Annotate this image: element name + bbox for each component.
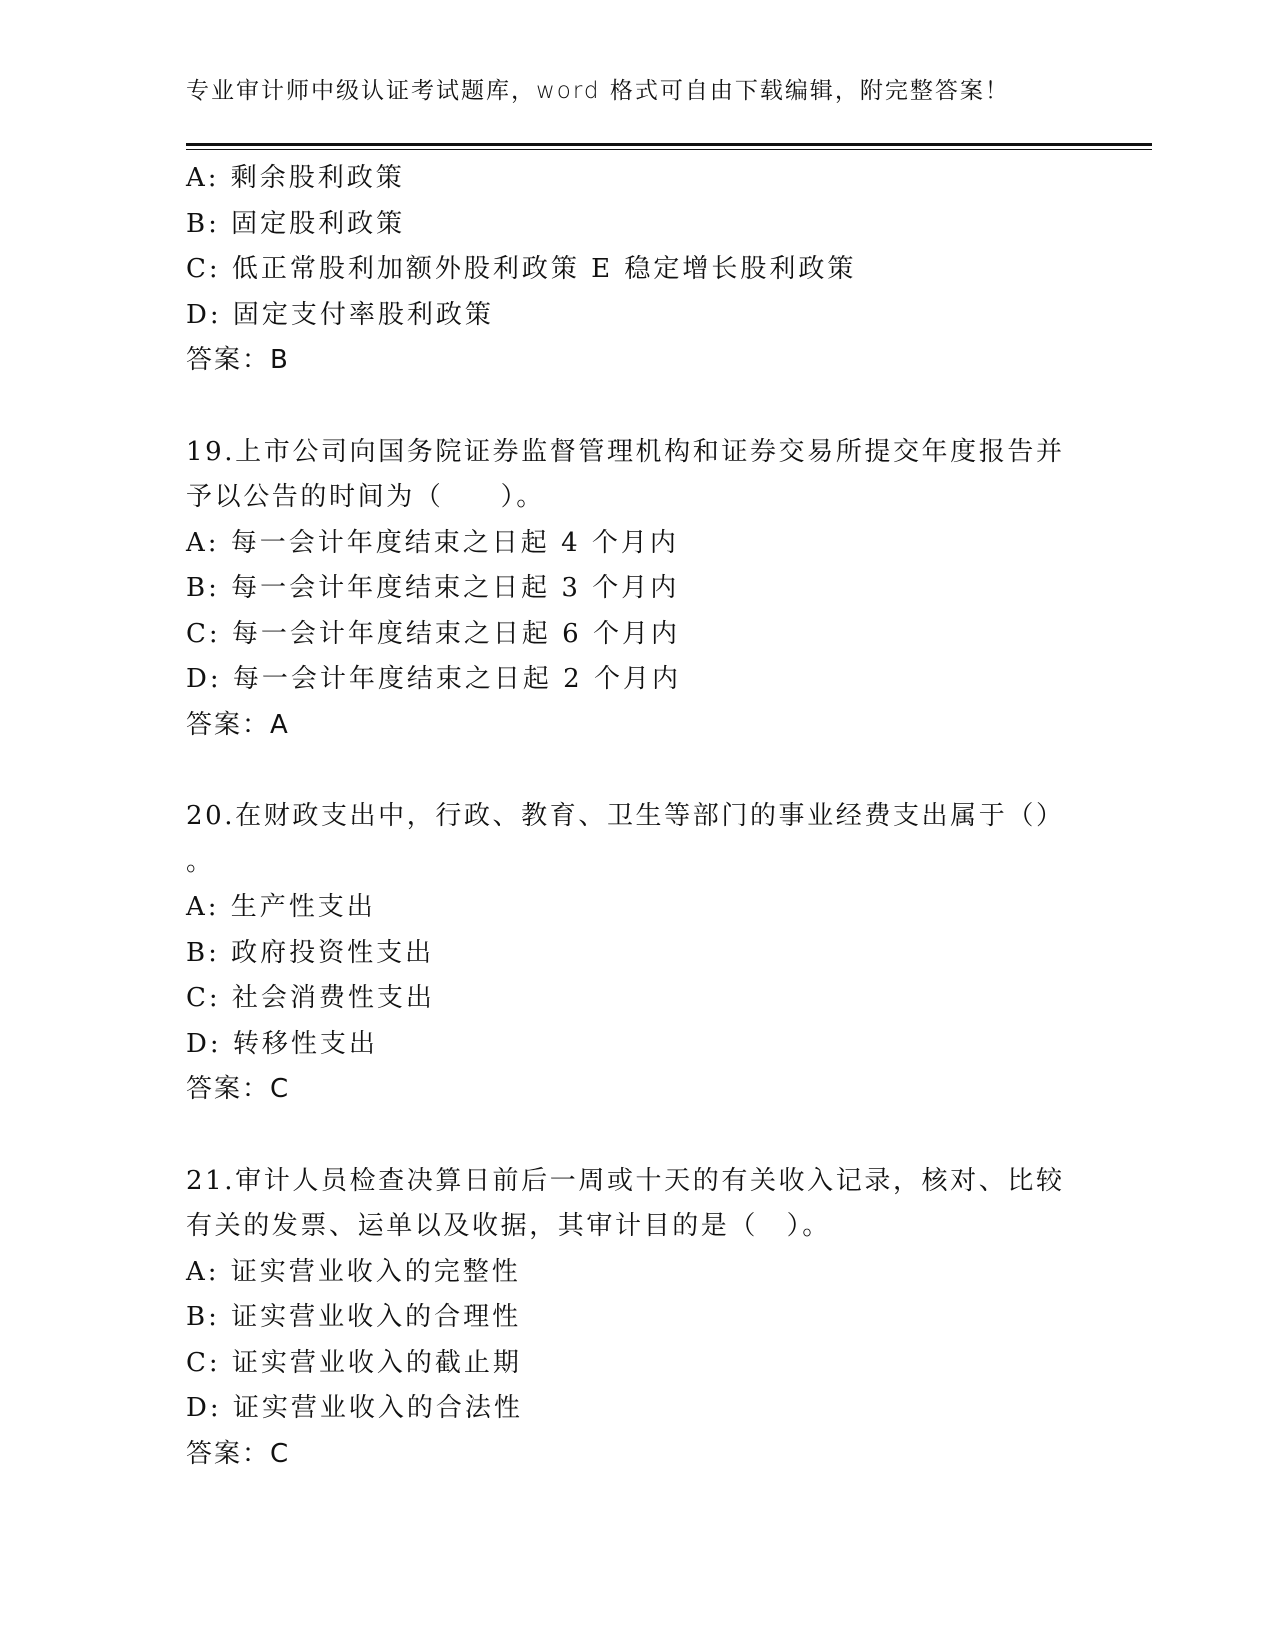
option-d: D: 每一会计年度结束之日起 2 个月内 — [186, 664, 681, 694]
option-c: C: 社会消费性支出 — [186, 983, 435, 1013]
option-c: C: 证实营业收入的截止期 — [186, 1347, 522, 1378]
page-header: 专业审计师中级认证考试题库，word 格式可自由下载编辑，附完整答案！ — [186, 78, 1010, 104]
answer-line: 答案：A — [186, 709, 290, 740]
option-d: D: 转移性支出 — [186, 1028, 378, 1059]
question-block — [186, 1159, 1086, 1478]
question-stem: 有关的发票、运单以及收据，其审计目的是（ ）。 — [186, 1211, 831, 1241]
question-block — [186, 430, 1086, 749]
question-stem: 20.在财政支出中，行政、教育、卫生等部门的事业经费支出属于（） — [186, 801, 1065, 831]
option-d: D: 证实营业收入的合法性 — [186, 1393, 523, 1423]
answer-line: 答案：C — [186, 1438, 291, 1469]
option-c: C: 低正常股利加额外股利政策 E 稳定增长股利政策 — [186, 254, 857, 284]
answer-line: 答案：B — [186, 345, 290, 375]
question-stem: 予以公告的时间为（ ）。 — [186, 482, 545, 512]
header-divider-thick — [186, 143, 1152, 146]
header-divider-thin — [186, 149, 1152, 150]
option-b: B: 每一会计年度结束之日起 3 个月内 — [186, 573, 680, 603]
option-b: B: 政府投资性支出 — [186, 937, 435, 968]
option-b: B: 固定股利政策 — [186, 208, 406, 239]
option-a: A: 每一会计年度结束之日起 4 个月内 — [186, 527, 679, 558]
option-d: D: 固定支付率股利政策 — [186, 299, 494, 330]
option-c: C: 每一会计年度结束之日起 6 个月内 — [186, 618, 680, 649]
option-a: A: 剩余股利政策 — [186, 163, 405, 193]
question-stem: 21.审计人员检查决算日前后一周或十天的有关收入记录，核对、比较 — [186, 1165, 1065, 1196]
option-a: A: 证实营业收入的完整性 — [186, 1256, 521, 1287]
question-stem: 19.上市公司向国务院证券监督管理机构和证券交易所提交年度报告并 — [186, 436, 1065, 467]
question-block — [186, 794, 1086, 1113]
option-b: B: 证实营业收入的合理性 — [186, 1302, 522, 1332]
question-block — [186, 156, 1086, 384]
answer-line: 答案：C — [186, 1074, 291, 1104]
question-list — [186, 156, 1086, 1477]
question-stem: 。 — [186, 846, 215, 877]
option-a: A: 生产性支出 — [186, 892, 376, 922]
